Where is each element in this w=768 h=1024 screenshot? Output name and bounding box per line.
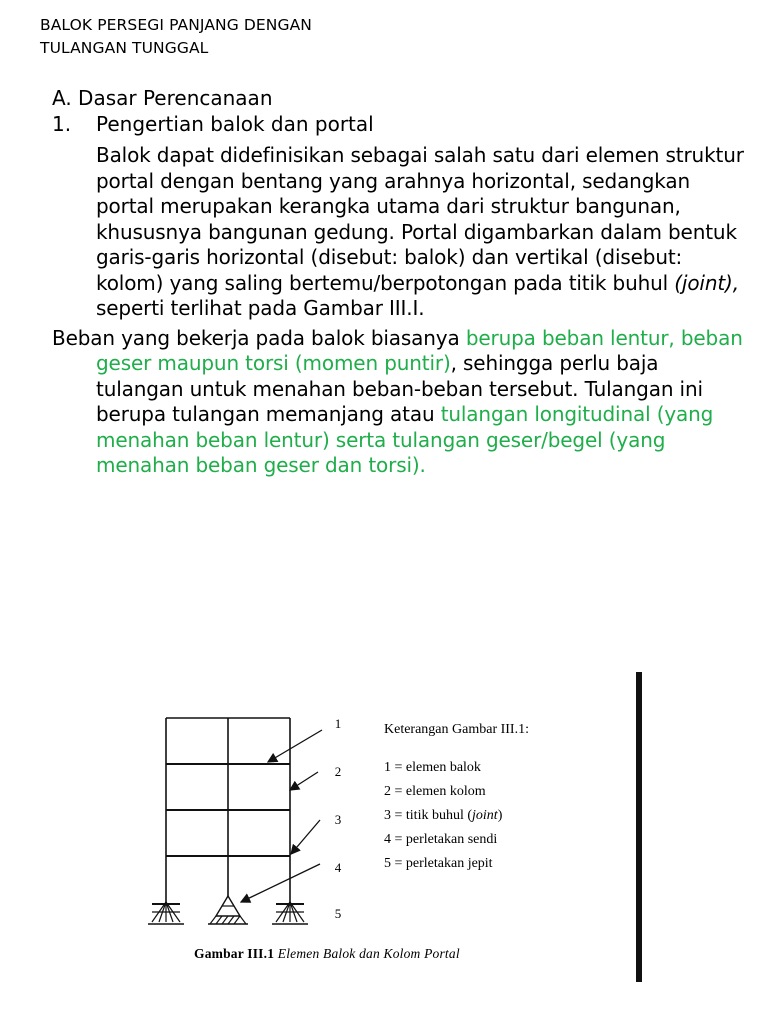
- legend-item-3: 3 = titik buhul (joint): [384, 808, 503, 823]
- list-item-title: Pengertian balok dan portal: [96, 111, 374, 136]
- para1-text-a: Balok dapat didefinisikan sebagai salah satu dari elemen struktur portal dengan bentang yang arahnya horizontal, sedangkan portal merupakan kerangka utama dari struktur bangunan, khususnya bangunan gedung. Portal digambarkan dalam bentuk garis-garis horizontal (disebut: balok) dan vertikal (disebut: kolom) yang saling bertemu/berpotongan pada titik buhul: [96, 143, 744, 295]
- main-content: [52, 86, 752, 479]
- leader-arrow-1: [268, 730, 322, 762]
- section-heading: A. Dasar Perencanaan: [52, 86, 273, 110]
- para1-text-b: seperti terlihat pada Gambar III.I.: [96, 296, 425, 320]
- figure-portal: [140, 668, 660, 980]
- paragraph-definition: [96, 143, 752, 322]
- header-line-1: BALOK PERSEGI PANJANG DENGAN: [40, 16, 312, 34]
- para2-highlight-2: tulangan longitudinal (yang menahan beban lentur) serta tulangan geser/begel (yang menahan beban geser dan torsi).: [96, 402, 714, 477]
- leader-arrow-2: [290, 772, 318, 790]
- list-item-number: 1.: [52, 111, 72, 136]
- fixed-support-right: [272, 902, 308, 924]
- paragraph-loads: [52, 326, 752, 479]
- para2-text-b: , sehingga perlu baja tulangan untuk menahan beban-beban tersebut. Tulangan ini berupa tulangan memanjang atau: [96, 351, 703, 426]
- scan-edge-bar: [636, 672, 642, 982]
- legend-item-4: 4 = perletakan sendi: [384, 832, 498, 847]
- figure-label-1: 1: [334, 716, 342, 731]
- legend-item-5: 5 = perletakan jepit: [384, 856, 493, 871]
- para1-text-italic: (joint),: [674, 270, 739, 295]
- figure-legend: [384, 718, 529, 876]
- para2-text-a: Beban yang bekerja pada balok biasanya: [52, 325, 466, 350]
- legend-title: Keterangan Gambar III.1:: [384, 722, 529, 737]
- figure-label-5: 5: [334, 906, 342, 921]
- figure-label-4: 4: [334, 860, 342, 875]
- para2-highlight-1: berupa beban lentur, beban geser maupun torsi (momen puntir): [96, 325, 743, 375]
- caption-text: Elemen Balok dan Kolom Portal: [277, 946, 460, 961]
- caption-number: Gambar III.1: [194, 946, 275, 961]
- legend-item-1: 1 = elemen balok: [384, 760, 481, 775]
- leader-arrow-3: [291, 820, 320, 854]
- list-item-1: [52, 112, 752, 138]
- figure-label-2: 2: [334, 764, 342, 779]
- leader-arrow-4: [241, 864, 320, 902]
- fixed-support-left: [148, 902, 184, 924]
- figure-caption: [194, 946, 460, 962]
- pin-support-middle: [208, 896, 248, 924]
- header-line-2: TULANGAN TUNGGAL: [40, 39, 209, 57]
- figure-label-3: 3: [334, 812, 342, 827]
- document-header: [40, 14, 460, 60]
- legend-item-2: 2 = elemen kolom: [384, 784, 486, 799]
